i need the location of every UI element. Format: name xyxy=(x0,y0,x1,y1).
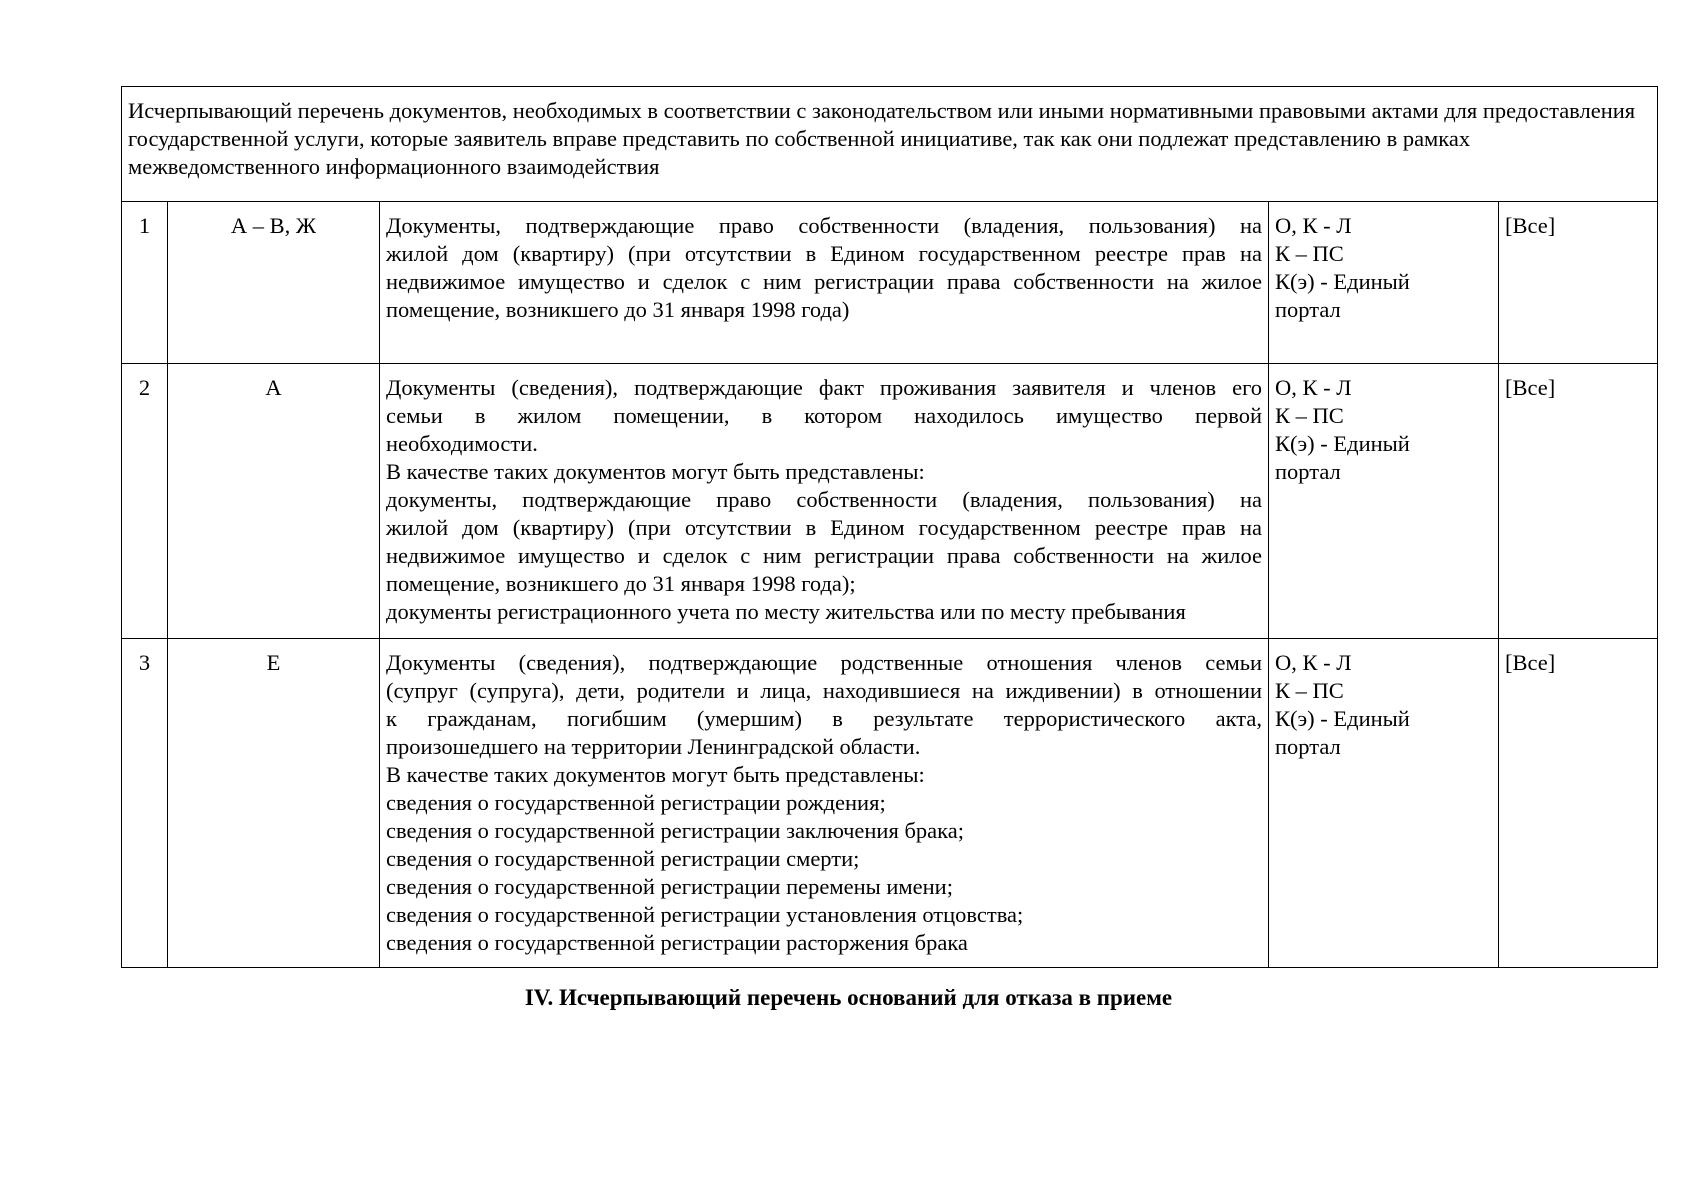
description-line: документы регистрационного учета по месту жительства или по месту пребывания xyxy=(386,599,1186,624)
description-line: необходимости. xyxy=(386,431,538,456)
table-row xyxy=(122,364,1658,639)
applicants: [Все] xyxy=(1499,202,1658,364)
description-line: недвижимое имущество и сделок с ним регистрации права собственности на жилое xyxy=(386,543,1262,568)
applicant-category: А – В, Ж xyxy=(168,202,380,364)
submission-way: портал xyxy=(1275,734,1341,759)
submission-way: портал xyxy=(1275,297,1341,322)
table-header-row xyxy=(122,87,1658,202)
submission-ways xyxy=(1269,202,1499,364)
description-line: сведения о государственной регистрации расторжения брака xyxy=(386,930,968,955)
submission-way: О, К - Л xyxy=(1275,213,1352,238)
applicant-category: А xyxy=(168,364,380,639)
description-line: сведения о государственной регистрации перемены имени; xyxy=(386,874,953,899)
description-line: сведения о государственной регистрации установления отцовства; xyxy=(386,902,1024,927)
submission-way: О, К - Л xyxy=(1275,650,1352,675)
submission-way: портал xyxy=(1275,459,1341,484)
description-line: документы, подтверждающие право собственности (владения, пользования) на xyxy=(386,487,1262,512)
table-row xyxy=(122,202,1658,364)
applicant-category: Е xyxy=(168,639,380,968)
submission-ways xyxy=(1269,364,1499,639)
description-line: помещение, возникшего до 31 января 1998 года); xyxy=(386,571,856,596)
description-line: произошедшего на территории Ленинградской области. xyxy=(386,734,921,759)
document-description xyxy=(380,639,1269,968)
section-heading: IV. Исчерпывающий перечень оснований для отказа в приеме xyxy=(524,985,1173,1010)
submission-way: О, К - Л xyxy=(1275,375,1352,400)
row-number: 2 xyxy=(122,364,168,639)
description-line: помещение, возникшего до 31 января 1998 года) xyxy=(386,297,850,322)
submission-way: К – ПС xyxy=(1275,403,1344,428)
description-line: Документы (сведения), подтверждающие родственные отношения членов семьи xyxy=(386,650,1262,675)
description-line: сведения о государственной регистрации заключения брака; xyxy=(386,818,964,843)
row-number: 3 xyxy=(122,639,168,968)
description-line: Документы (сведения), подтверждающие факт проживания заявителя и членов его xyxy=(386,375,1262,400)
description-line: сведения о государственной регистрации рождения; xyxy=(386,790,886,815)
description-line: В качестве таких документов могут быть представлены: xyxy=(386,459,925,484)
submission-way: К(э) - Единый xyxy=(1275,431,1410,456)
description-line: к гражданам, погибшим (умершим) в результате террористического акта, xyxy=(386,706,1262,731)
description-line: Документы, подтверждающие право собственности (владения, пользования) на xyxy=(386,213,1262,238)
submission-way: К – ПС xyxy=(1275,678,1344,703)
row-number: 1 xyxy=(122,202,168,364)
table-header-text: Исчерпывающий перечень документов, необходимых в соответствии с законодательством или иными нормативными правовыми актами для предоставления государственной услуги, которые заявитель вправе представить по собственной инициативе, так как они подлежат представлению в рамках межведомственного информационного взаимодействия xyxy=(122,87,1658,202)
description-line: жилой дом (квартиру) (при отсутствии в Едином государственном реестре прав на xyxy=(386,515,1262,540)
applicants: [Все] xyxy=(1499,364,1658,639)
submission-way: К(э) - Единый xyxy=(1275,269,1410,294)
submission-ways xyxy=(1269,639,1499,968)
description-line: сведения о государственной регистрации смерти; xyxy=(386,846,860,871)
document-description xyxy=(380,364,1269,639)
documents-table xyxy=(121,86,1658,968)
applicants: [Все] xyxy=(1499,639,1658,968)
description-line: семьи в жилом помещении, в котором находилось имущество первой xyxy=(386,403,1262,428)
description-line: недвижимое имущество и сделок с ним регистрации права собственности на жилое xyxy=(386,269,1262,294)
table-row xyxy=(122,639,1658,968)
description-line: (супруг (супруга), дети, родители и лица, находившиеся на иждивении) в отношении xyxy=(386,678,1262,703)
document-description xyxy=(380,202,1269,364)
description-line: жилой дом (квартиру) (при отсутствии в Едином государственном реестре прав на xyxy=(386,241,1262,266)
submission-way: К – ПС xyxy=(1275,241,1344,266)
submission-way: К(э) - Единый xyxy=(1275,706,1410,731)
description-line: В качестве таких документов могут быть представлены: xyxy=(386,762,925,787)
